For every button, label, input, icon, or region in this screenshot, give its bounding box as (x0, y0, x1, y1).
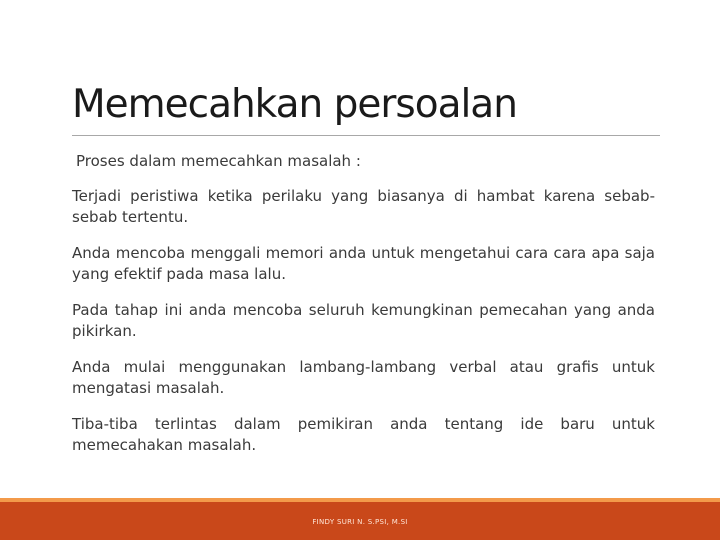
intro-text: Proses dalam memecahkan masalah : (76, 152, 361, 170)
paragraph-4: Anda mulai menggunakan lambang-lambang verbal atau grafis untuk mengatasi masalah. (72, 358, 655, 397)
paragraph-1: Terjadi peristiwa ketika perilaku yang biasanya di hambat karena sebab-sebab tertentu. (72, 187, 655, 226)
paragraph-3: Pada tahap ini anda mencoba seluruh kemungkinan pemecahan yang anda pikirkan. (72, 301, 655, 340)
footer-author-text: FINDY SURI N. S.PSI, M.SI (312, 518, 408, 526)
paragraph-5: Tiba-tiba terlintas dalam pemikiran anda tentang ide baru untuk memecahakan masalah. (72, 415, 655, 454)
paragraph-2: Anda mencoba menggali memori anda untuk mengetahui cara cara apa saja yang efektif pada masa lalu. (72, 244, 655, 283)
title-divider (72, 135, 660, 136)
slide-title: Memecahkan persoalan (72, 82, 517, 127)
